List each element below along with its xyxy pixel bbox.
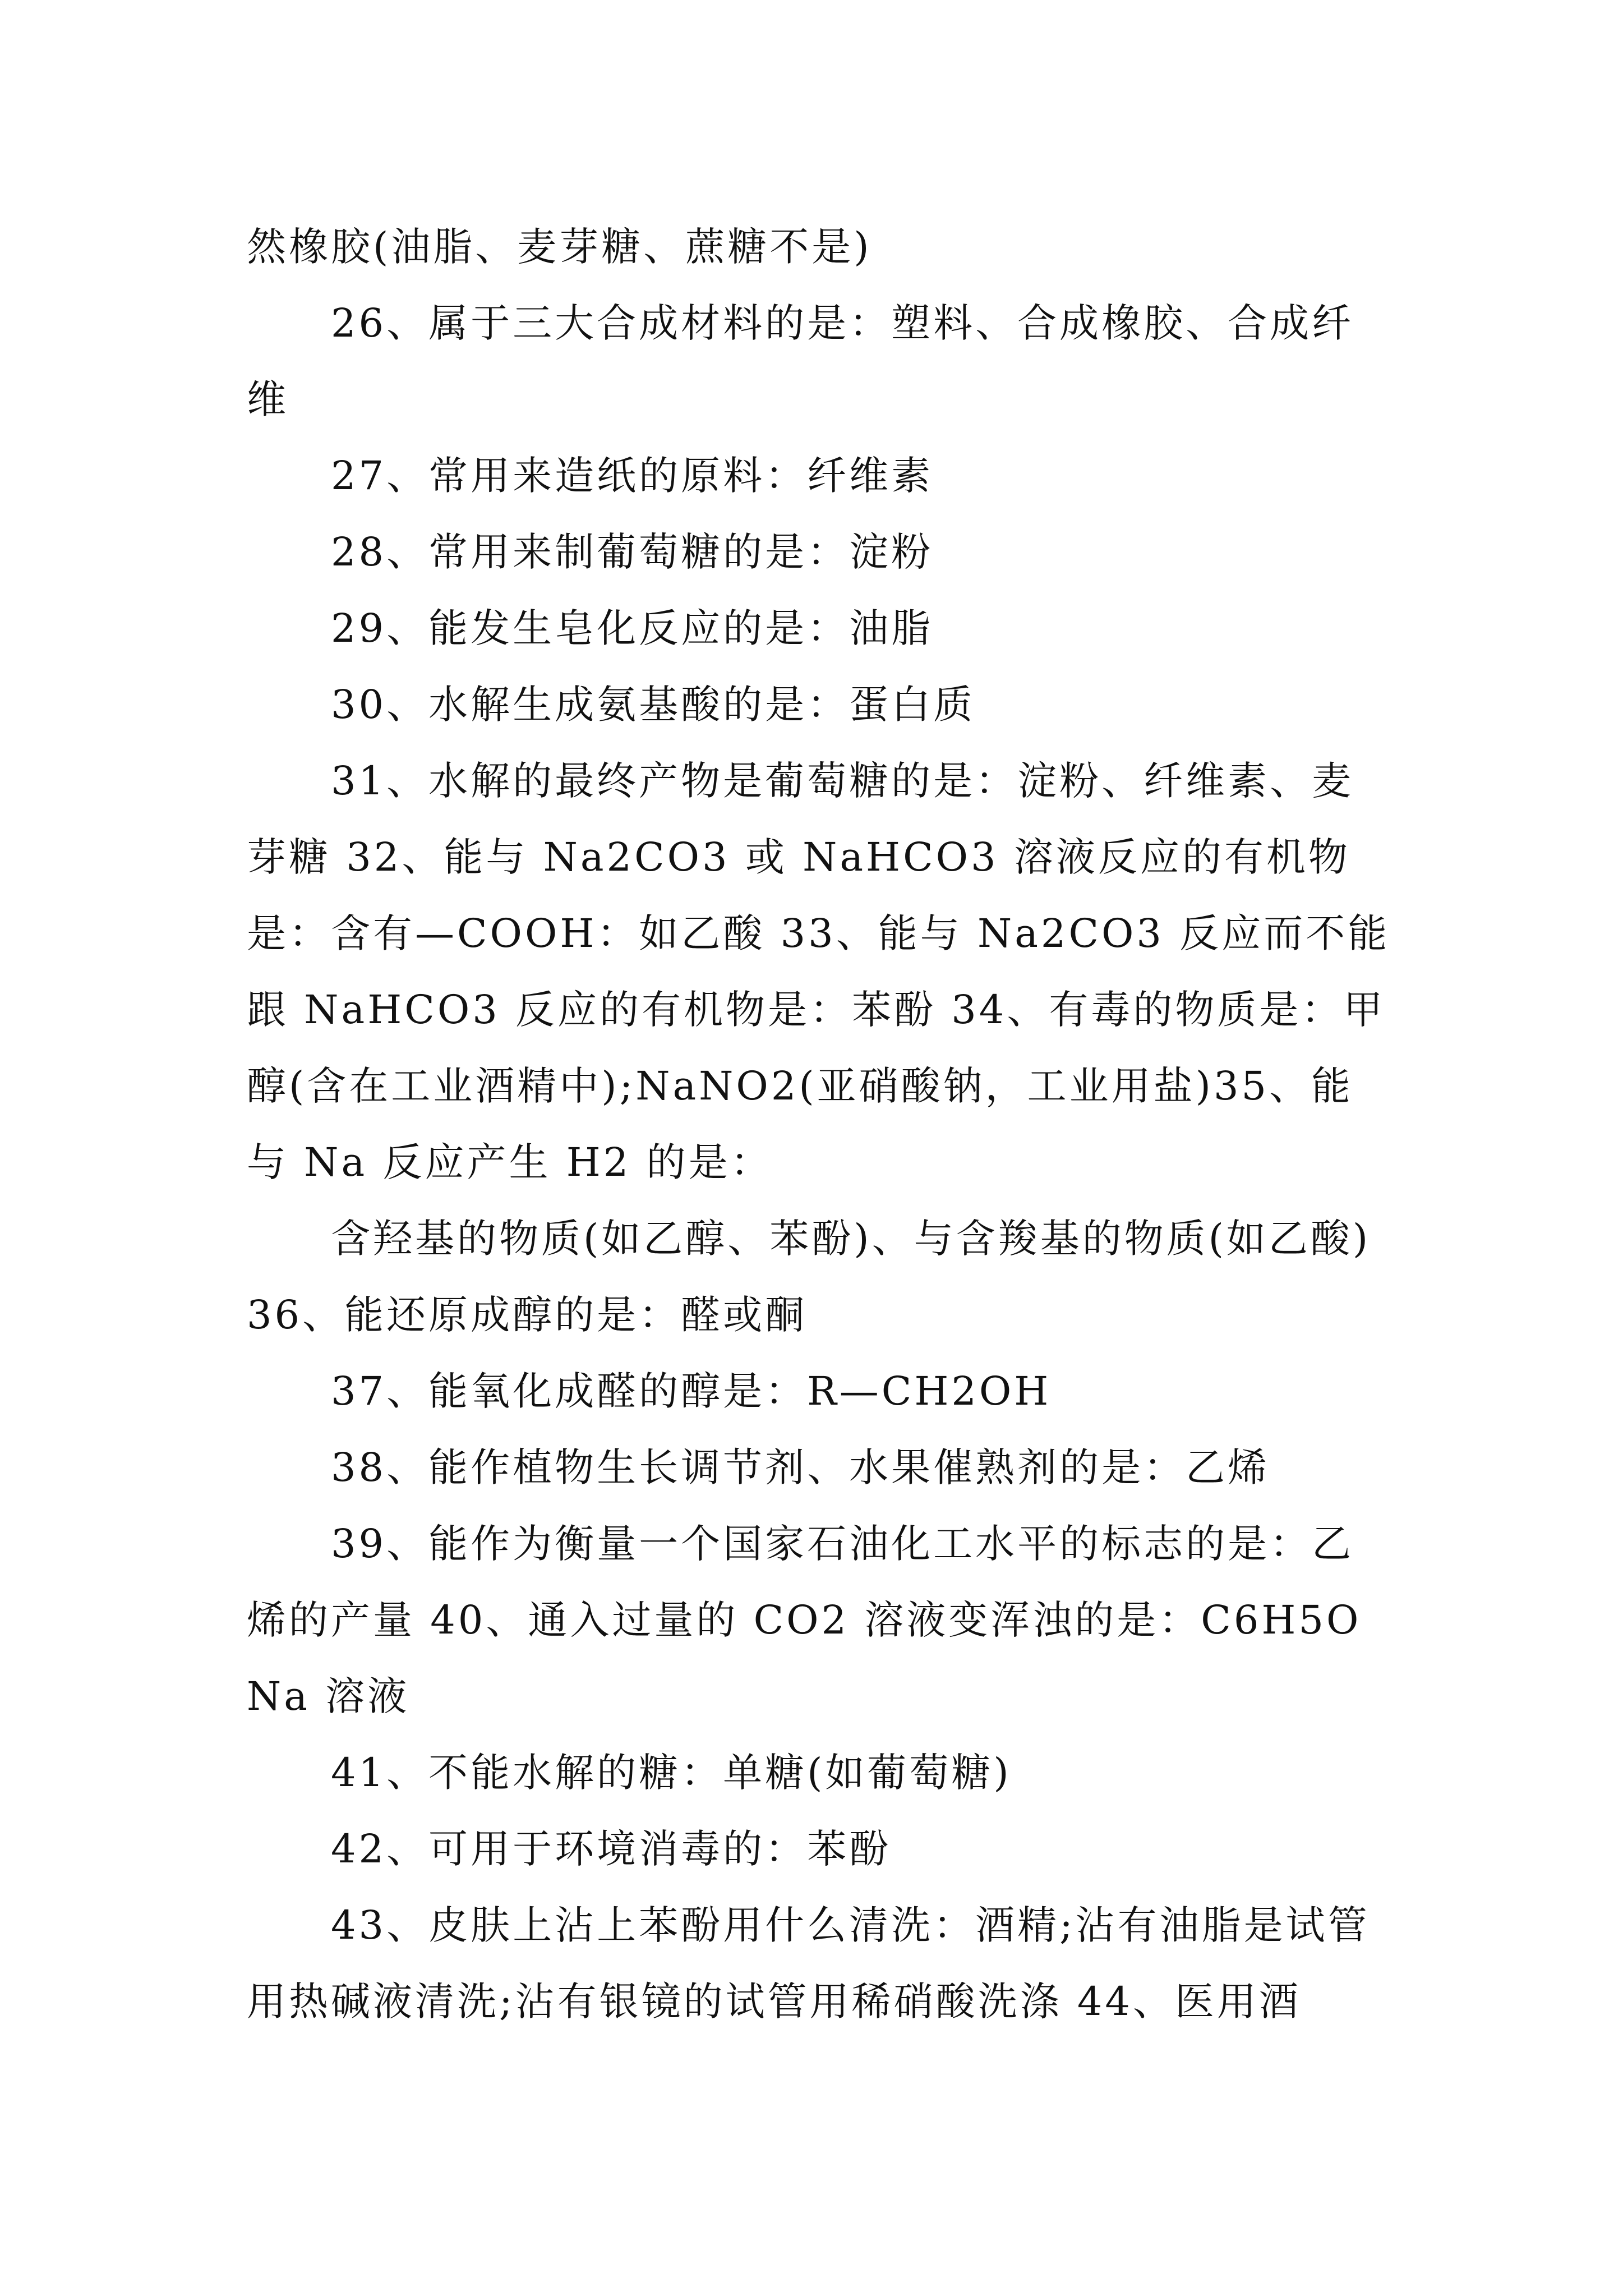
paragraph-item-35-36: 含羟基的物质(如乙醇、苯酚)、与含羧基的物质(如乙酸)36、能还原成醇的是：醛或酮	[247, 1216, 1371, 1338]
paragraph-item-28: 28、常用来制葡萄糖的是：淀粉	[331, 529, 934, 575]
paragraph-item-38: 38、能作植物生长调节剂、水果催熟剂的是：乙烯	[331, 1444, 1270, 1490]
paragraph-item-41: 41、不能水解的糖：单糖(如葡萄糖)	[331, 1750, 1012, 1796]
paragraph-item-30: 30、水解生成氨基酸的是：蛋白质	[331, 682, 976, 728]
paragraph-item-26: 26、属于三大合成材料的是：塑料、合成橡胶、合成纤维	[247, 300, 1354, 422]
document-page	[247, 209, 1391, 2040]
paragraph-item-31-35: 31、水解的最终产物是葡萄糖的是：淀粉、纤维素、麦芽糖 32、能与 Na2CO3 或 NaHCO3 溶液反应的有机物是：含有—COOH：如乙酸 33、能与 Na2CO3 反应而不能跟 NaHCO3 反应的有机物是：苯酚 34、有毒的物质是：甲醇(含在工业酒精中);NaNO2(亚硝酸钠，工业用盐)35、能与 Na 反应产生 H2 的是：	[247, 758, 1390, 1185]
paragraph-item-37: 37、能氧化成醛的醇是：R—CH2OH	[331, 1368, 1052, 1414]
paragraph-item-43-44: 43、皮肤上沾上苯酚用什么清洗：酒精;沾有油脂是试管用热碱液清洗;沾有银镜的试管用稀硝酸洗涤 44、医用酒	[247, 1902, 1370, 2024]
paragraph-continuation: 然橡胶(油脂、麦芽糖、蔗糖不是)	[247, 224, 872, 270]
paragraph-item-39-40: 39、能作为衡量一个国家石油化工水平的标志的是：乙烯的产量 40、通入过量的 CO2 溶液变浑浊的是：C6H5ONa 溶液	[247, 1521, 1362, 1719]
paragraph-item-42: 42、可用于环境消毒的：苯酚	[331, 1826, 892, 1872]
paragraph-item-29: 29、能发生皂化反应的是：油脂	[331, 605, 934, 651]
paragraph-item-27: 27、常用来造纸的原料：纤维素	[331, 453, 934, 499]
